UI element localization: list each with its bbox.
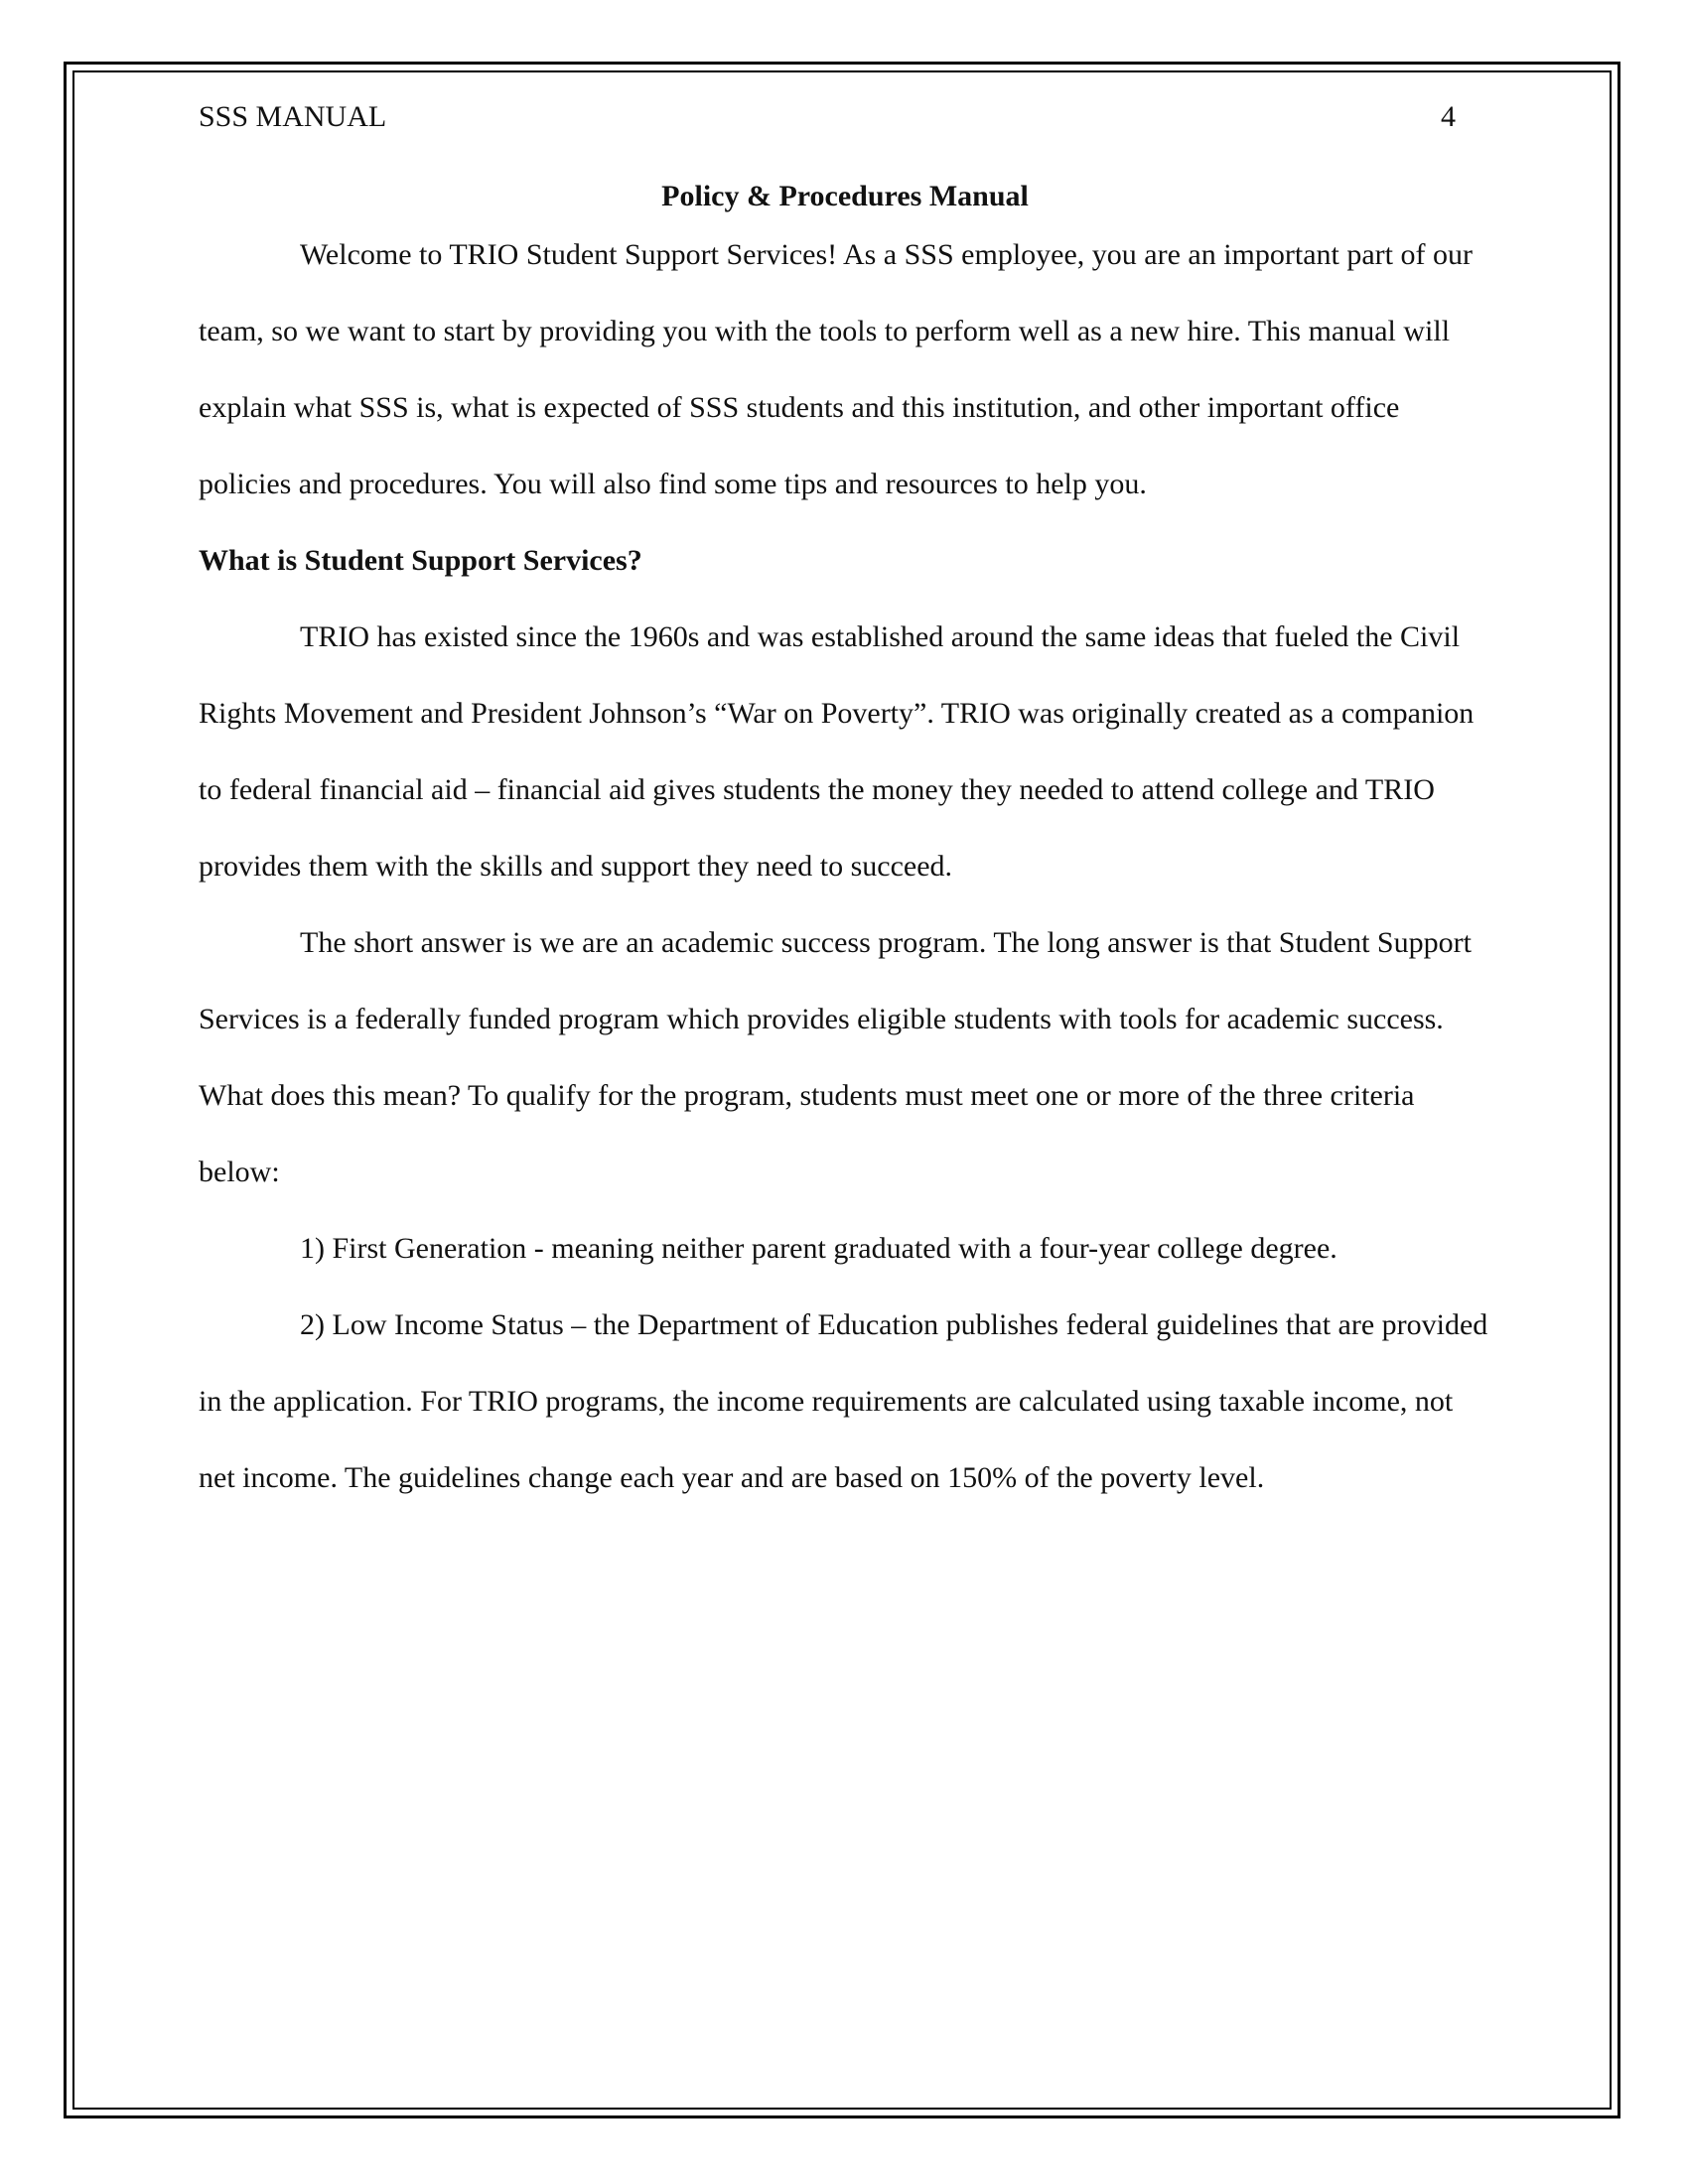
- paragraph-welcome: Welcome to TRIO Student Support Services! As a SSS employee, you are an important part of our team, so we want to start by providing you with the tools to perform well as a new hire. This manual will explain what SSS is, what is expected of SSS students and this institution, and other important office policies and procedures. You will also find some tips and resources to help you.: [199, 238, 1473, 500]
- criterion-first-generation: 1) First Generation - meaning neither parent graduated with a four-year college degree.: [300, 1232, 1337, 1265]
- document-title: Policy & Procedures Manual: [661, 180, 1029, 212]
- running-head: [199, 97, 1491, 137]
- paragraph-short-answer: The short answer is we are an academic success program. The long answer is that Student Support Services is a federally funded program which provides eligible students with tools for academic success. What does this mean? To qualify for the program, students must meet one or more of the three criteria below:: [199, 926, 1472, 1188]
- criterion-low-income: 2) Low Income Status – the Department of Education publishes federal guidelines that are provided in the application. For TRIO programs, the income requirements are calculated using taxable income, not net income. The guidelines change each year and are based on 150% of the poverty level.: [199, 1308, 1488, 1494]
- paragraph-history: TRIO has existed since the 1960s and was established around the same ideas that fueled the Civil Rights Movement and President Johnson’s “War on Poverty”. TRIO was originally created as a companion to federal financial aid – financial aid gives students the money they needed to attend college and TRIO provides them with the skills and support they need to succeed.: [199, 620, 1475, 883]
- document-page: [199, 97, 1491, 1516]
- page-number: 4: [1441, 100, 1456, 133]
- running-head-title: SSS MANUAL: [199, 100, 387, 133]
- section-heading: What is Student Support Services?: [199, 544, 642, 577]
- document-body: [199, 216, 1491, 1516]
